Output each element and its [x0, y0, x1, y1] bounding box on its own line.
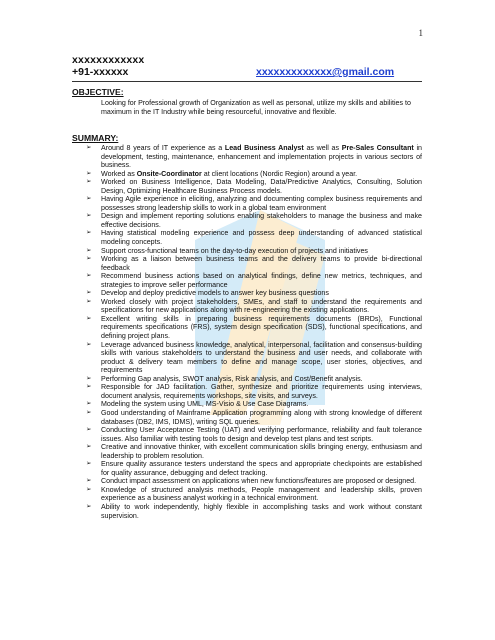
summary-item [86, 477, 422, 486]
arrow-bullet-icon: ➢ [86, 400, 92, 408]
summary-item-text: Responsible for JAD facilitation. Gather, synthesize and prioritize requirements using interviews, document analysis, requirements workshops, site visits, and surveys. [101, 383, 422, 400]
summary-item [86, 503, 422, 520]
summary-item-text: Worked as [101, 169, 137, 178]
summary-heading: SUMMARY: [72, 133, 119, 143]
arrow-bullet-icon: ➢ [86, 195, 92, 203]
summary-item [86, 400, 422, 409]
summary-item [86, 375, 422, 384]
summary-item-text: Lead Business Analyst [224, 144, 304, 152]
summary-item-text: Leverage advanced business knowledge, analytical, interpersonal, facilitation and consensus-building skills with various stakeholders to understand the business and user needs, and collaborate with product & delivery team members to define and manage scope, user stories, objectives, and requirements [101, 340, 422, 375]
arrow-bullet-icon: ➢ [86, 477, 92, 485]
arrow-bullet-icon: ➢ [86, 443, 92, 451]
summary-item-text: Recommend business actions based on analytical findings, define new metrics, techniques, and strategies to improve seller performance [101, 272, 422, 289]
summary-item-text: in development, testing, maintenance, enhancement and implementation projects in various sectors of business. [101, 144, 423, 170]
arrow-bullet-icon: ➢ [86, 144, 92, 151]
arrow-bullet-icon: ➢ [86, 229, 92, 237]
summary-item-text: Having Agile experience in eliciting, analyzing and documenting complex business requirements and possesses strong leadership skills to work in a global team environment [101, 195, 422, 212]
summary-item [86, 341, 422, 375]
summary-item-text: Knowledge of structured analysis methods, People management and leadership skills, proven experience as a business analyst working in a technical environment. [101, 485, 422, 503]
summary-item [86, 443, 422, 460]
arrow-bullet-icon: ➢ [86, 246, 92, 254]
arrow-bullet-icon: ➢ [86, 314, 92, 322]
objective-heading: OBJECTIVE: [72, 87, 124, 97]
summary-item [86, 289, 422, 298]
arrow-bullet-icon: ➢ [86, 340, 92, 348]
summary-item-text: Onsite-Coordinator [136, 169, 202, 178]
summary-item [86, 383, 422, 400]
arrow-bullet-icon: ➢ [86, 255, 92, 263]
summary-item-text: Performing Gap analysis, SWOT analysis, Risk analysis, and Cost/Benefit analysis. [101, 374, 363, 383]
summary-item [86, 255, 422, 272]
summary-item [86, 212, 422, 229]
summary-item-text: Working as a liaison between business teams and the delivery teams to provide bi-directional feedback [101, 255, 422, 272]
summary-item-text: Excellent writing skills in preparing business requirements documents (BRDs), Functional requirements specifications (FRS), system design specification (SDS), functional specifications, and defining project plans. [101, 314, 422, 341]
summary-item-text: Having statistical modeling experience and possess deep understanding of advanced statistical modeling concepts. [101, 229, 422, 247]
arrow-bullet-icon: ➢ [86, 460, 92, 468]
arrow-bullet-icon: ➢ [86, 212, 92, 220]
summary-item [86, 178, 422, 195]
summary-item [86, 298, 422, 315]
summary-item-text: Good understanding of Mainframe Application programming along with strong knowledge of different databases (DB2, IMS, IDMS), writing SQL queries. [101, 408, 422, 426]
arrow-bullet-icon: ➢ [86, 426, 92, 434]
summary-item-text: Ensure quality assurance testers understand the specs and appropriate checkpoints are established for quality assurance, debugging and defect tracking. [101, 460, 422, 477]
summary-list [86, 144, 422, 520]
objective-text: Looking for Professional growth of Organization as well as personal, utilize my skills and abilities to maximum in the IT Industry while being resourceful, innovative and flexible. [101, 99, 411, 117]
summary-item [86, 229, 422, 246]
summary-item-text: Worked on Business Intelligence, Data Modeling, Data/Predictive Analytics, Consulting, Solution Design, Optimizing Healthcare Business Process models. [101, 178, 422, 195]
summary-item [86, 247, 422, 256]
summary-item-text: Conducting User Acceptance Testing (UAT) and verifying performance, reliability and fault tolerance issues. Also familiar with testing tools to design and develop test plans and test scripts. [101, 426, 422, 443]
summary-item [86, 144, 422, 170]
header-divider [72, 81, 422, 82]
summary-item [86, 272, 422, 289]
arrow-bullet-icon: ➢ [86, 169, 92, 177]
arrow-bullet-icon: ➢ [86, 485, 92, 493]
email-link[interactable]: xxxxxxxxxxxxx@gmail.com [256, 66, 395, 78]
summary-item [86, 409, 422, 426]
summary-item [86, 426, 422, 443]
arrow-bullet-icon: ➢ [86, 178, 92, 186]
summary-item-text: Design and implement reporting solutions enabling stakeholders to manage the business and make effective decisions. [101, 212, 422, 229]
summary-item-text: Worked closely with project stakeholders, SMEs, and staff to understand the requirements and specifications for new applications along with re-engineering the existing applications. [101, 297, 422, 315]
arrow-bullet-icon: ➢ [86, 289, 92, 297]
summary-item [86, 195, 422, 212]
summary-item [86, 486, 422, 503]
arrow-bullet-icon: ➢ [86, 272, 92, 280]
summary-item-text: Ability to work independently, highly flexible in accomplishing tasks and work without constant supervision. [101, 502, 422, 520]
summary-item-text: at client locations (Nordic Region) around a year. [201, 169, 358, 178]
arrow-bullet-icon: ➢ [86, 383, 92, 391]
candidate-name: xxxxxxxxxxxx [72, 54, 145, 66]
summary-item-text: as well as [303, 144, 342, 152]
arrow-bullet-icon: ➢ [86, 374, 92, 382]
summary-item [86, 460, 422, 477]
summary-item-text: Support cross-functional teams on the day-to-day execution of projects and initiatives [101, 246, 368, 255]
summary-item [86, 315, 422, 341]
summary-item-text: Around 8 years of IT experience as a [101, 144, 225, 152]
page-number: 1 [418, 28, 423, 38]
arrow-bullet-icon: ➢ [86, 297, 92, 305]
summary-item [86, 170, 422, 179]
summary-item-text: Creative and innovative thinker, with excellent communication skills bringing energy, enthusiasm and leadership to problem resolution. [101, 443, 422, 460]
phone-number: +91-xxxxxx [72, 66, 129, 78]
summary-item-text: Develop and deploy predictive models to answer key business questions [101, 289, 329, 298]
arrow-bullet-icon: ➢ [86, 502, 92, 510]
summary-item-text: Conduct impact assessment on applications when new functions/features are proposed or designed. [101, 477, 417, 486]
arrow-bullet-icon: ➢ [86, 408, 92, 416]
summary-item-text: Modeling the system using UML, MS-Visio & Use Case Diagrams. [101, 400, 309, 409]
summary-item-text: Pre-Sales Consultant [341, 144, 414, 152]
